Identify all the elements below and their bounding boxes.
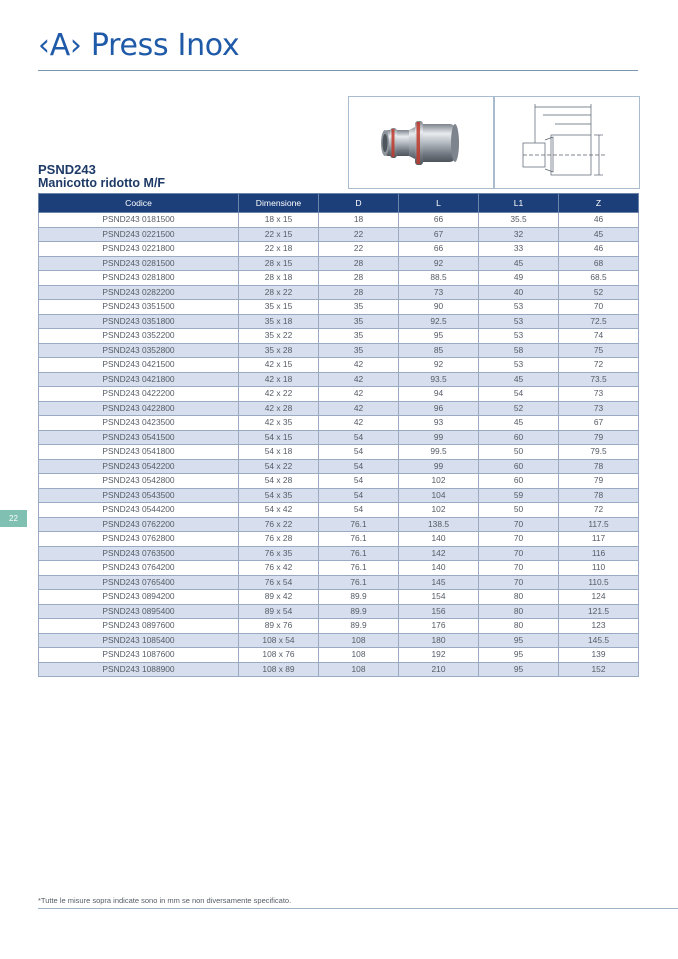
cell-codice: PSND243 0282200: [39, 285, 239, 300]
cell-l1: 53: [479, 314, 559, 329]
table-row: [39, 285, 639, 300]
cell-l: 140: [399, 532, 479, 547]
cell-l1: 50: [479, 445, 559, 460]
cell-codice: PSND243 0221800: [39, 242, 239, 257]
cell-d: 76.1: [319, 517, 399, 532]
cell-dimensione: 54 x 35: [239, 488, 319, 503]
cell-dimensione: 35 x 28: [239, 343, 319, 358]
cell-z: 78: [559, 488, 639, 503]
cell-dimensione: 54 x 22: [239, 459, 319, 474]
cell-codice: PSND243 1085400: [39, 633, 239, 648]
cell-dimensione: 76 x 54: [239, 575, 319, 590]
cell-l1: 53: [479, 300, 559, 315]
cell-l1: 70: [479, 532, 559, 547]
cell-d: 28: [319, 256, 399, 271]
cell-d: 22: [319, 227, 399, 242]
cell-codice: PSND243 0221500: [39, 227, 239, 242]
cell-codice: PSND243 0763500: [39, 546, 239, 561]
cell-l: 99: [399, 459, 479, 474]
table-row: [39, 561, 639, 576]
cell-z: 73: [559, 387, 639, 402]
cell-dimensione: 35 x 15: [239, 300, 319, 315]
cell-l1: 95: [479, 648, 559, 663]
cell-d: 42: [319, 416, 399, 431]
cell-z: 116: [559, 546, 639, 561]
cell-l: 180: [399, 633, 479, 648]
cell-dimensione: 76 x 35: [239, 546, 319, 561]
cell-l: 192: [399, 648, 479, 663]
cell-codice: PSND243 0764200: [39, 561, 239, 576]
cell-z: 45: [559, 227, 639, 242]
cell-d: 35: [319, 343, 399, 358]
column-header-z: Z: [559, 194, 639, 213]
product-photo: [348, 96, 494, 189]
cell-d: 42: [319, 358, 399, 373]
cell-dimensione: 89 x 42: [239, 590, 319, 605]
title-divider: [38, 70, 638, 71]
cell-l1: 45: [479, 256, 559, 271]
cell-d: 54: [319, 445, 399, 460]
cell-d: 76.1: [319, 575, 399, 590]
cell-dimensione: 42 x 28: [239, 401, 319, 416]
cell-z: 72.5: [559, 314, 639, 329]
cell-l: 95: [399, 329, 479, 344]
cell-z: 152: [559, 662, 639, 677]
cell-dimensione: 18 x 15: [239, 213, 319, 228]
cell-d: 18: [319, 213, 399, 228]
cell-z: 75: [559, 343, 639, 358]
cell-l1: 70: [479, 575, 559, 590]
cell-d: 35: [319, 329, 399, 344]
cell-z: 110.5: [559, 575, 639, 590]
table-row: [39, 517, 639, 532]
cell-dimensione: 35 x 22: [239, 329, 319, 344]
cell-z: 117.5: [559, 517, 639, 532]
cell-z: 78: [559, 459, 639, 474]
cell-l: 85: [399, 343, 479, 358]
cell-dimensione: 28 x 18: [239, 271, 319, 286]
cell-codice: PSND243 0542200: [39, 459, 239, 474]
column-header-codice: Codice: [39, 194, 239, 213]
cell-l: 156: [399, 604, 479, 619]
cell-codice: PSND243 0422200: [39, 387, 239, 402]
cell-codice: PSND243 0765400: [39, 575, 239, 590]
cell-l: 176: [399, 619, 479, 634]
cell-d: 35: [319, 300, 399, 315]
cell-codice: PSND243 0762200: [39, 517, 239, 532]
table-row: [39, 590, 639, 605]
cell-l: 93: [399, 416, 479, 431]
table-row: [39, 662, 639, 677]
cell-l: 92.5: [399, 314, 479, 329]
cell-l: 104: [399, 488, 479, 503]
dimension-drawing-icon: [495, 97, 639, 188]
cell-z: 46: [559, 213, 639, 228]
cell-l1: 80: [479, 590, 559, 605]
cell-codice: PSND243 0897600: [39, 619, 239, 634]
cell-dimensione: 35 x 18: [239, 314, 319, 329]
cell-dimensione: 108 x 76: [239, 648, 319, 663]
cell-d: 108: [319, 633, 399, 648]
cell-codice: PSND243 0352200: [39, 329, 239, 344]
cell-z: 73.5: [559, 372, 639, 387]
cell-z: 52: [559, 285, 639, 300]
cell-d: 89.9: [319, 619, 399, 634]
cell-d: 89.9: [319, 604, 399, 619]
cell-d: 28: [319, 285, 399, 300]
cell-d: 42: [319, 387, 399, 402]
cell-dimensione: 76 x 28: [239, 532, 319, 547]
cell-l: 99.5: [399, 445, 479, 460]
cell-codice: PSND243 1088900: [39, 662, 239, 677]
cell-l1: 32: [479, 227, 559, 242]
table-body: [39, 213, 639, 677]
cell-z: 68: [559, 256, 639, 271]
cell-l: 92: [399, 358, 479, 373]
cell-dimensione: 28 x 15: [239, 256, 319, 271]
cell-l1: 54: [479, 387, 559, 402]
cell-codice: PSND243 0423500: [39, 416, 239, 431]
cell-l: 142: [399, 546, 479, 561]
cell-dimensione: 42 x 18: [239, 372, 319, 387]
table-row: [39, 372, 639, 387]
column-header-l: L: [399, 194, 479, 213]
cell-dimensione: 22 x 15: [239, 227, 319, 242]
cell-l1: 52: [479, 401, 559, 416]
cell-l: 154: [399, 590, 479, 605]
table-row: [39, 256, 639, 271]
table-header-row: [39, 194, 639, 213]
cell-l: 99: [399, 430, 479, 445]
table-row: [39, 387, 639, 402]
cell-d: 54: [319, 474, 399, 489]
cell-z: 72: [559, 503, 639, 518]
cell-l: 92: [399, 256, 479, 271]
cell-l1: 40: [479, 285, 559, 300]
column-header-dimensione: Dimensione: [239, 194, 319, 213]
cell-l: 88.5: [399, 271, 479, 286]
table-row: [39, 227, 639, 242]
cell-l: 102: [399, 474, 479, 489]
cell-d: 108: [319, 648, 399, 663]
cell-dimensione: 54 x 18: [239, 445, 319, 460]
cell-codice: PSND243 0541800: [39, 445, 239, 460]
cell-codice: PSND243 1087600: [39, 648, 239, 663]
cell-l1: 70: [479, 561, 559, 576]
table-row: [39, 213, 639, 228]
footnote: *Tutte le misure sopra indicate sono in mm se non diversamente specificato.: [38, 896, 292, 905]
cell-l1: 50: [479, 503, 559, 518]
cell-l1: 80: [479, 604, 559, 619]
cell-codice: PSND243 0894200: [39, 590, 239, 605]
table-row: [39, 604, 639, 619]
cell-d: 42: [319, 372, 399, 387]
cell-codice: PSND243 0181500: [39, 213, 239, 228]
cell-l: 145: [399, 575, 479, 590]
cell-z: 79: [559, 474, 639, 489]
cell-l1: 49: [479, 271, 559, 286]
cell-l1: 58: [479, 343, 559, 358]
cell-l: 138.5: [399, 517, 479, 532]
cell-z: 68.5: [559, 271, 639, 286]
cell-z: 79.5: [559, 445, 639, 460]
cell-l1: 70: [479, 546, 559, 561]
cell-l1: 59: [479, 488, 559, 503]
table-row: [39, 445, 639, 460]
cell-d: 35: [319, 314, 399, 329]
cell-dimensione: 89 x 54: [239, 604, 319, 619]
cell-d: 108: [319, 662, 399, 677]
dimension-drawing: [494, 96, 640, 189]
table-row: [39, 459, 639, 474]
table-row: [39, 358, 639, 373]
cell-l: 140: [399, 561, 479, 576]
table-row: [39, 430, 639, 445]
cell-z: 117: [559, 532, 639, 547]
cell-z: 72: [559, 358, 639, 373]
cell-dimensione: 42 x 22: [239, 387, 319, 402]
table-row: [39, 242, 639, 257]
page-number: 22: [0, 510, 27, 527]
cell-codice: PSND243 0281800: [39, 271, 239, 286]
cell-dimensione: 89 x 76: [239, 619, 319, 634]
cell-l: 94: [399, 387, 479, 402]
table-row: [39, 648, 639, 663]
cell-codice: PSND243 0541500: [39, 430, 239, 445]
table-row: [39, 633, 639, 648]
cell-z: 73: [559, 401, 639, 416]
cell-l1: 60: [479, 459, 559, 474]
cell-codice: PSND243 0542800: [39, 474, 239, 489]
cell-codice: PSND243 0421800: [39, 372, 239, 387]
table-row: [39, 271, 639, 286]
cell-dimensione: 76 x 42: [239, 561, 319, 576]
cell-z: 79: [559, 430, 639, 445]
table-row: [39, 343, 639, 358]
table-row: [39, 575, 639, 590]
cell-codice: PSND243 0281500: [39, 256, 239, 271]
cell-codice: PSND243 0351500: [39, 300, 239, 315]
table-row: [39, 329, 639, 344]
cell-l1: 53: [479, 358, 559, 373]
cell-l: 90: [399, 300, 479, 315]
cell-l: 66: [399, 213, 479, 228]
cell-d: 42: [319, 401, 399, 416]
cell-d: 54: [319, 503, 399, 518]
table-row: [39, 488, 639, 503]
table-row: [39, 300, 639, 315]
table-row: [39, 619, 639, 634]
cell-codice: PSND243 0895400: [39, 604, 239, 619]
cell-d: 89.9: [319, 590, 399, 605]
cell-z: 70: [559, 300, 639, 315]
cell-l1: 60: [479, 430, 559, 445]
cell-l: 102: [399, 503, 479, 518]
cell-z: 145.5: [559, 633, 639, 648]
product-code: PSND243: [38, 162, 96, 177]
cell-codice: PSND243 0762800: [39, 532, 239, 547]
cell-dimensione: 22 x 18: [239, 242, 319, 257]
cell-l1: 70: [479, 517, 559, 532]
cell-dimensione: 42 x 15: [239, 358, 319, 373]
cell-d: 76.1: [319, 561, 399, 576]
cell-l1: 95: [479, 633, 559, 648]
cell-l1: 95: [479, 662, 559, 677]
cell-l: 210: [399, 662, 479, 677]
cell-l1: 45: [479, 416, 559, 431]
cell-dimensione: 108 x 89: [239, 662, 319, 677]
cell-dimensione: 28 x 22: [239, 285, 319, 300]
cell-dimensione: 54 x 15: [239, 430, 319, 445]
cell-d: 54: [319, 459, 399, 474]
cell-l1: 53: [479, 329, 559, 344]
cell-l1: 35.5: [479, 213, 559, 228]
column-header-d: D: [319, 194, 399, 213]
cell-d: 22: [319, 242, 399, 257]
cell-l1: 33: [479, 242, 559, 257]
cell-l: 93.5: [399, 372, 479, 387]
cell-l: 96: [399, 401, 479, 416]
product-name: Manicotto ridotto M/F: [38, 176, 166, 190]
cell-dimensione: 76 x 22: [239, 517, 319, 532]
cell-l: 66: [399, 242, 479, 257]
table-row: [39, 416, 639, 431]
cell-dimensione: 54 x 42: [239, 503, 319, 518]
cell-z: 121.5: [559, 604, 639, 619]
table-row: [39, 401, 639, 416]
footer-divider: [38, 908, 678, 909]
table-row: [39, 546, 639, 561]
cell-z: 74: [559, 329, 639, 344]
cell-l1: 60: [479, 474, 559, 489]
cell-codice: PSND243 0352800: [39, 343, 239, 358]
page-title: ‹A› Press Inox: [38, 28, 240, 63]
table-row: [39, 503, 639, 518]
cell-d: 54: [319, 430, 399, 445]
cell-z: 124: [559, 590, 639, 605]
cell-z: 46: [559, 242, 639, 257]
cell-l: 67: [399, 227, 479, 242]
table-row: [39, 314, 639, 329]
cell-codice: PSND243 0543500: [39, 488, 239, 503]
cell-z: 139: [559, 648, 639, 663]
cell-z: 67: [559, 416, 639, 431]
cell-codice: PSND243 0421500: [39, 358, 239, 373]
cell-dimensione: 42 x 35: [239, 416, 319, 431]
table-row: [39, 532, 639, 547]
cell-l: 73: [399, 285, 479, 300]
cell-codice: PSND243 0544200: [39, 503, 239, 518]
cell-z: 110: [559, 561, 639, 576]
cell-d: 76.1: [319, 532, 399, 547]
cell-l1: 45: [479, 372, 559, 387]
specs-table: [38, 193, 639, 677]
column-header-l1: L1: [479, 194, 559, 213]
table-row: [39, 474, 639, 489]
cell-d: 54: [319, 488, 399, 503]
cell-d: 28: [319, 271, 399, 286]
cell-z: 123: [559, 619, 639, 634]
reducing-coupling-photo-icon: [349, 97, 493, 188]
cell-d: 76.1: [319, 546, 399, 561]
cell-dimensione: 54 x 28: [239, 474, 319, 489]
cell-codice: PSND243 0422800: [39, 401, 239, 416]
cell-codice: PSND243 0351800: [39, 314, 239, 329]
cell-l1: 80: [479, 619, 559, 634]
cell-dimensione: 108 x 54: [239, 633, 319, 648]
